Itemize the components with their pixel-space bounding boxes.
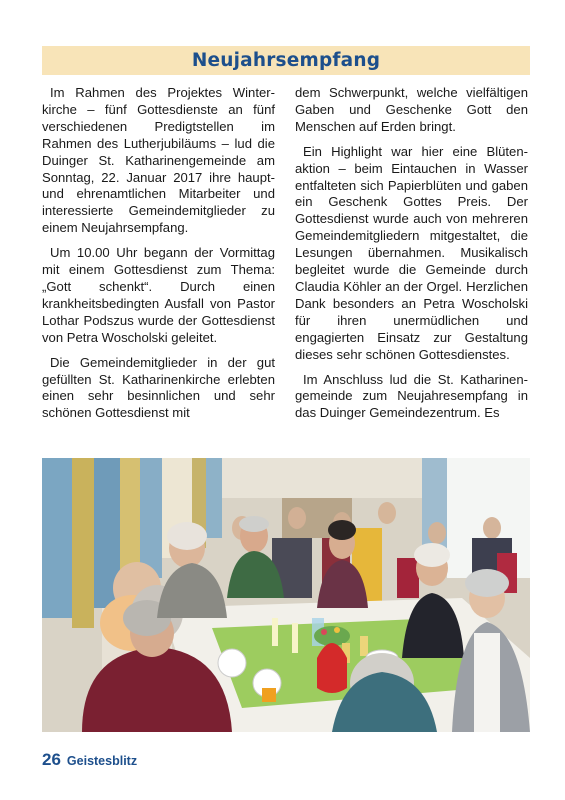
article-title: Neujahrsempfang: [191, 50, 381, 71]
publication-name: Geistesblitz: [66, 754, 138, 768]
paragraph: Im Rahmen des Projektes Winterkirche – fünf Gottesdienste an fünf verschiedenen Predigtstellen im Rahmen des Lutherjubiläums – lud die Duinger St. Katharinengemeinde am Sonntag, 22. Januar 2017 ihre haupt- und ehrenamtlichen Mitarbeiter und interessierte Gemeindemitglieder zu einem Neujahrsempfang.: [42, 85, 275, 236]
right-column: [295, 85, 528, 430]
paragraph: Um 10.00 Uhr begann der Vormittag mit einem Gottesdienst zum Thema: „Gott schenkt“. Durch einen krankheitsbedingten Ausfall von Pastor Lothar Podszus wurde der Gottesdienst von Petra Woscholski geleitet.: [42, 245, 275, 345]
paragraph: Ein Highlight war hier eine Blütenaktion – beim Eintauchen in Wasser entfalteten sich Papierblüten und gaben ein Geschenk Gottes Preis. Der Gottesdienst wurde auch von mehreren Gemeindemitgliedern mitgestaltet, die Lesungen übernahmen. Musikalisch begleitet wurde die Gemeinde durch Claudia Köhler an der Orgel. Herzlichen Dank besonders an Petra Woscholski für ihren unermüdlichen und engagierten Einsatz zur Gestaltung dieses sehr schönen Gottesdienstes.: [295, 143, 528, 362]
left-column: [42, 85, 275, 430]
title-bar: [42, 46, 530, 75]
page-footer: [42, 750, 137, 770]
page-number: 26: [42, 750, 61, 769]
event-photo: [42, 458, 530, 732]
paragraph: dem Schwerpunkt, welche vielfältigen Gaben und Geschenke Gott den Menschen auf Erden bringt.: [295, 85, 528, 134]
paragraph: Im Anschluss lud die St. Katharinengemeinde zum Neujahresempfang in das Duinger Gemeindezentrum. Es: [295, 371, 528, 421]
paragraph: Die Gemeindemitglieder in der gut gefüllten St. Katharinenkirche erlebten einen sehr besinnlichen und sehr schönen Gottesdienst mit: [42, 354, 275, 421]
